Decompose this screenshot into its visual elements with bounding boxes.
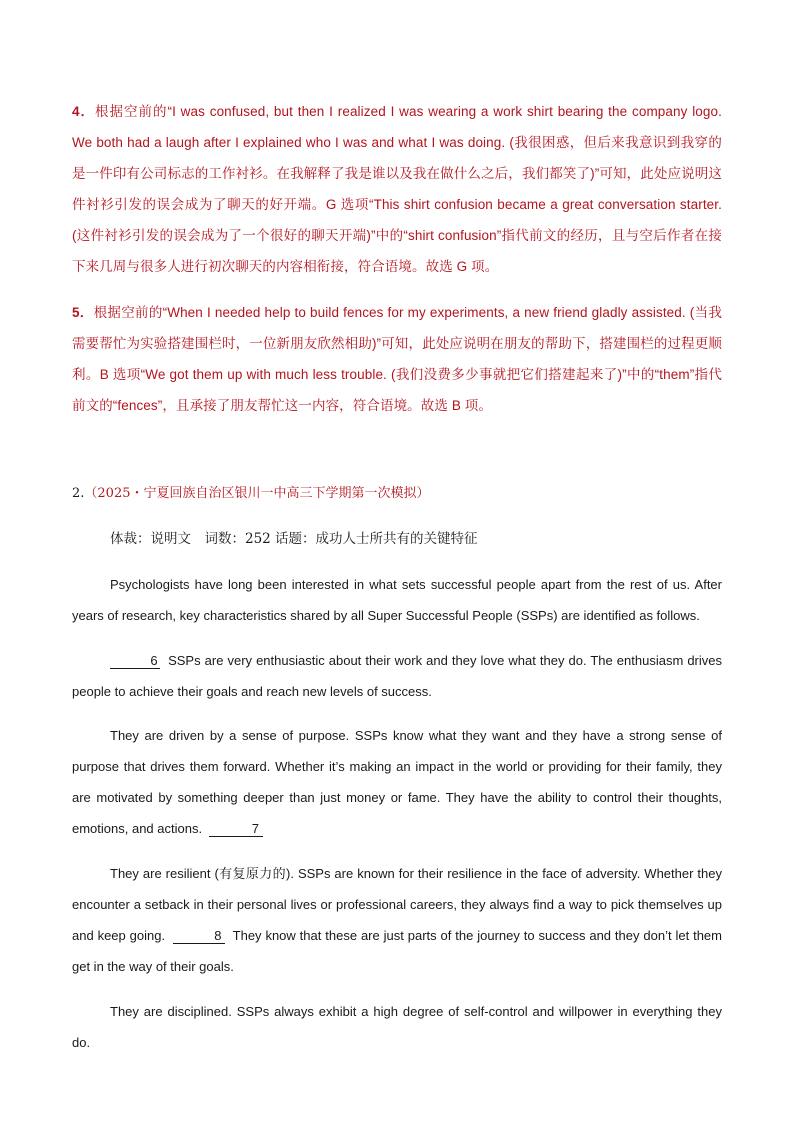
paragraph-text: SSPs are very enthusiastic about their work and they love what they do. The enthusiasm drives people to achieve their goals and reach new levels of success. <box>72 653 722 699</box>
answer-explanation-4 <box>72 96 722 282</box>
answer-text: 根据空前的“I was confused, but then I realized I was wearing a work shirt bearing the company logo. We both had a laugh after I explained who I was and what I was doing. (我很困惑，但后来我意识到我穿的是一件印有公司标志的工作衬衫。在我解释了我是谁以及我在做什么之后，我们都笑了)”可知，此处应说明这件衬衫引发的误会成为了聊天的好开端。G 选项“This shirt confusion became a great conversation starter. (这件衬衫引发的误会成为了一个很好的聊天开端)”中的“shirt confusion”指代前文的经历，且与空后作者在接下来几周与很多人进行初次聊天的内容相衔接，符合语境。故选 G 项。 <box>72 104 722 274</box>
answer-number: 5． <box>72 305 94 320</box>
question-source: （2025・宁夏回族自治区银川一中高三下学期第一次模拟） <box>84 486 430 501</box>
passage-meta: 体裁：说明文 词数：252 话题：成功人士所共有的关键特征 <box>110 531 478 547</box>
passage-paragraph <box>72 720 722 844</box>
answer-explanation-5 <box>72 297 722 421</box>
answer-text: 根据空前的“When I needed help to build fences for my experiments, a new friend gladly assisted. (当我需要帮忙为实验搭建围栏时，一位新朋友欣然相助)”可知，此处应说明在朋友的帮助下，搭建围栏的过程更顺利。B 选项“We got them up with much less trouble. (我们没费多少事就把它们搭建起来了)”中的“them”指代前文的“fences”，且承接了朋友帮忙这一内容，符合语境。故选 B 项。 <box>72 305 722 413</box>
blank-6[interactable]: 6 <box>110 653 160 669</box>
paragraph-text: They are resilient (有复原力的). SSPs are known for their resilience in the face of adversity. Whether they encounter a setback in their personal lives or professional careers, they always find a way to pick themselves up and keep going. <box>72 866 722 943</box>
blank-8[interactable]: 8 <box>173 928 225 944</box>
passage-paragraph <box>72 858 722 982</box>
answer-number: 4． <box>72 104 95 119</box>
question-number: 2. <box>72 486 85 501</box>
paragraph-text: They know that these are just parts of the journey to success and they don’t let them get in the way of their goals. <box>72 928 722 974</box>
passage-paragraph: They are disciplined. SSPs always exhibit a high degree of self-control and willpower in everything they do. <box>72 1004 722 1050</box>
passage-paragraph <box>72 645 722 707</box>
paragraph-text: They are driven by a sense of purpose. SSPs know what they want and they have a strong sense of purpose that drives them forward. Whether it’s making an impact in the world or providing for their family, they are motivated by something deeper than just money or fame. They have the ability to control their thoughts, emotions, and actions. <box>72 728 722 836</box>
question-header <box>72 483 430 505</box>
blank-7[interactable]: 7 <box>209 821 263 837</box>
passage-paragraph: Psychologists have long been interested in what sets successful people apart from the rest of us. After years of research, key characteristics shared by all Super Successful People (SSPs) are identified as follows. <box>72 577 722 623</box>
